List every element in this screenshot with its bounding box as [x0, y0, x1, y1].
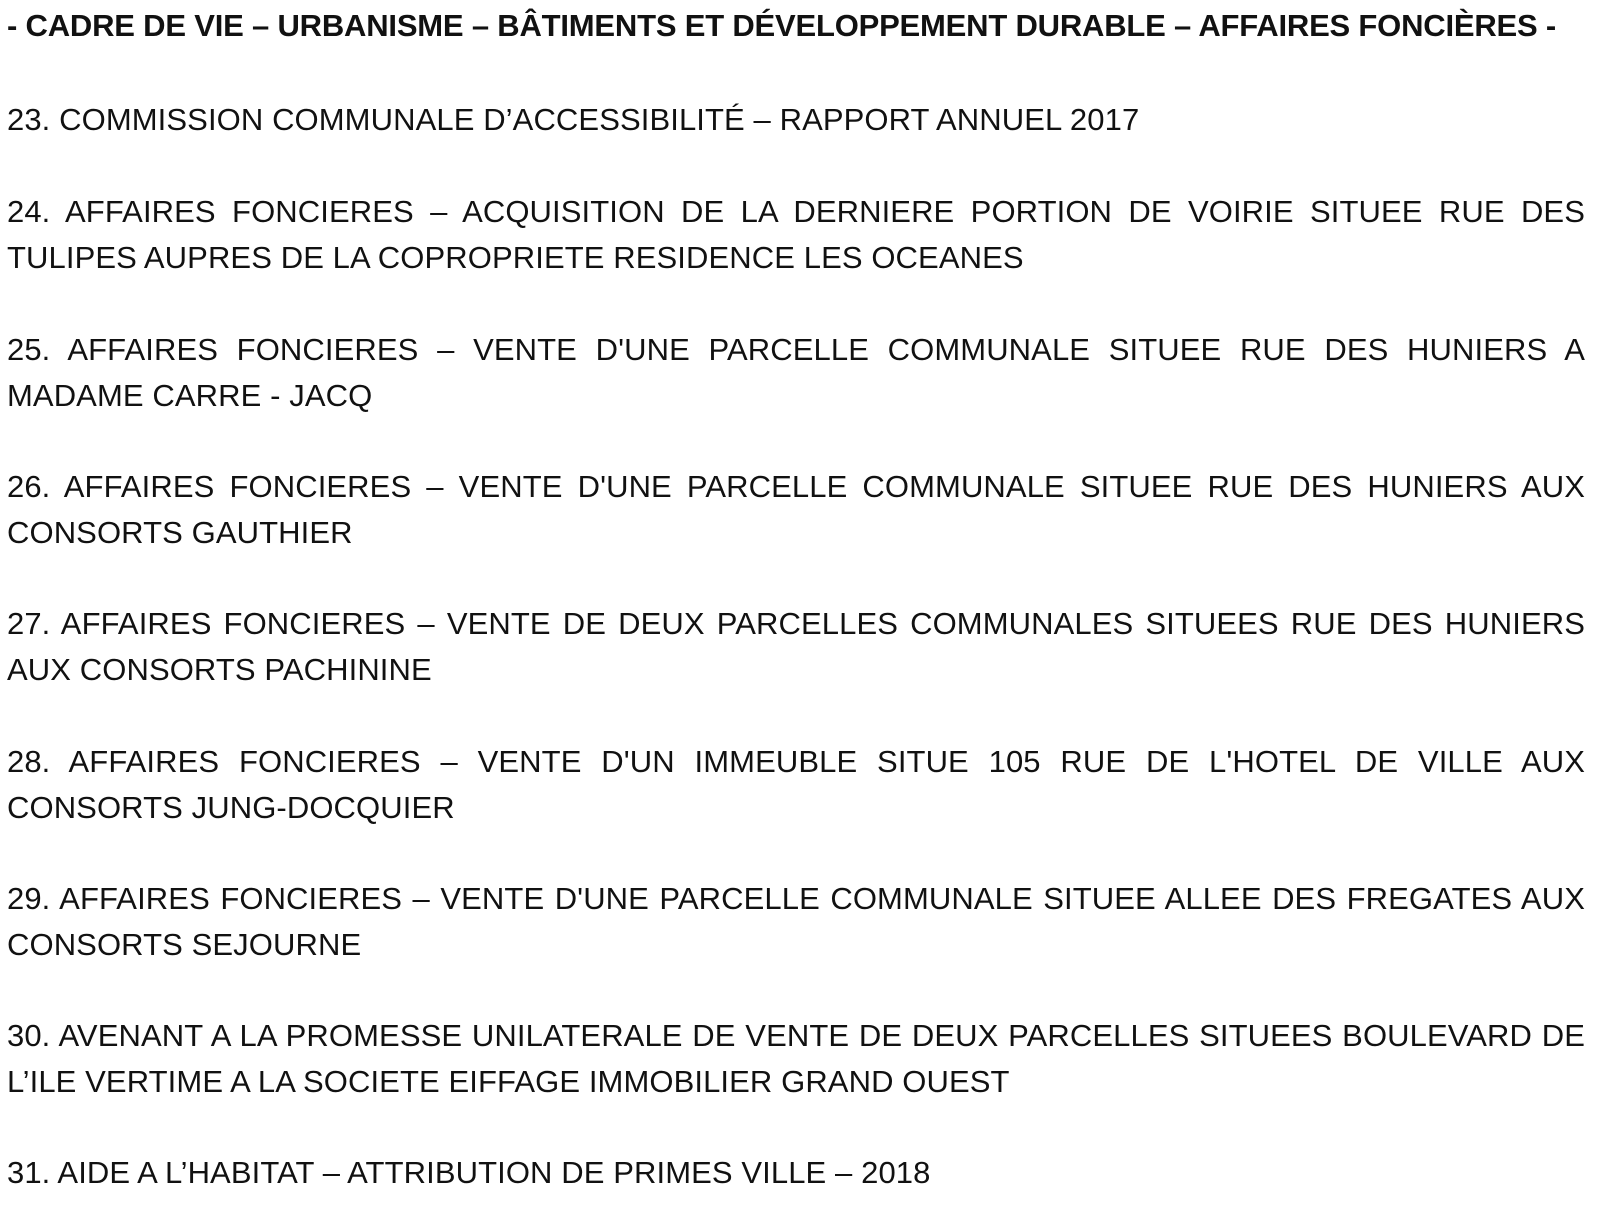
- agenda-item-text: AVENANT A LA PROMESSE UNILATERALE DE VENTE DE DEUX PARCELLES SITUEES BOULEVARD DE L’ILE VERTIME A LA SOCIETE EIFFAGE IMMOBILIER GRAND OUEST: [7, 1018, 1585, 1099]
- agenda-item-number: 31.: [7, 1155, 51, 1190]
- agenda-item-text: AFFAIRES FONCIERES – ACQUISITION DE LA DERNIERE PORTION DE VOIRIE SITUEE RUE DES TULIPES AUPRES DE LA COPROPRIETE RESIDENCE LES OCEANES: [7, 194, 1585, 275]
- agenda-item-number: 23.: [7, 102, 51, 137]
- agenda-item-27: [7, 601, 1585, 693]
- agenda-item-text: COMMISSION COMMUNALE D’ACCESSIBILITÉ – RAPPORT ANNUEL 2017: [59, 102, 1140, 137]
- agenda-item-number: 25.: [7, 332, 51, 367]
- agenda-item-text: AFFAIRES FONCIERES – VENTE D'UNE PARCELLE COMMUNALE SITUEE RUE DES HUNIERS A MADAME CARRE - JACQ: [7, 332, 1585, 413]
- agenda-item-25: [7, 327, 1585, 419]
- agenda-item-28: [7, 739, 1585, 831]
- agenda-item-number: 27.: [7, 606, 51, 641]
- agenda-item-31: [7, 1150, 1585, 1196]
- section-heading: - CADRE DE VIE – URBANISME – BÂTIMENTS ET DÉVELOPPEMENT DURABLE – AFFAIRES FONCIÈRES -: [7, 8, 1557, 43]
- agenda-item-26: [7, 464, 1585, 556]
- agenda-item-number: 24.: [7, 194, 51, 229]
- agenda-item-24: [7, 189, 1585, 281]
- agenda-item-text: AFFAIRES FONCIERES – VENTE D'UN IMMEUBLE SITUE 105 RUE DE L'HOTEL DE VILLE AUX CONSORTS JUNG-DOCQUIER: [7, 744, 1585, 825]
- agenda-item-text: AFFAIRES FONCIERES – VENTE D'UNE PARCELLE COMMUNALE SITUEE RUE DES HUNIERS AUX CONSORTS GAUTHIER: [7, 469, 1585, 550]
- agenda-item-number: 28.: [7, 744, 51, 779]
- agenda-item-29: [7, 876, 1585, 968]
- agenda-item-23: [7, 97, 1585, 143]
- agenda-item-number: 26.: [7, 469, 51, 504]
- document-page: [7, 0, 1585, 1217]
- agenda-item-text: AIDE A L’HABITAT – ATTRIBUTION DE PRIMES VILLE – 2018: [57, 1155, 931, 1190]
- agenda-item-text: AFFAIRES FONCIERES – VENTE D'UNE PARCELLE COMMUNALE SITUEE ALLEE DES FREGATES AUX CONSORTS SEJOURNE: [7, 881, 1585, 962]
- agenda-item-number: 30.: [7, 1018, 51, 1053]
- agenda-item-30: [7, 1013, 1585, 1105]
- agenda-item-text: AFFAIRES FONCIERES – VENTE DE DEUX PARCELLES COMMUNALES SITUEES RUE DES HUNIERS AUX CONSORTS PACHININE: [7, 606, 1585, 687]
- agenda-item-number: 29.: [7, 881, 51, 916]
